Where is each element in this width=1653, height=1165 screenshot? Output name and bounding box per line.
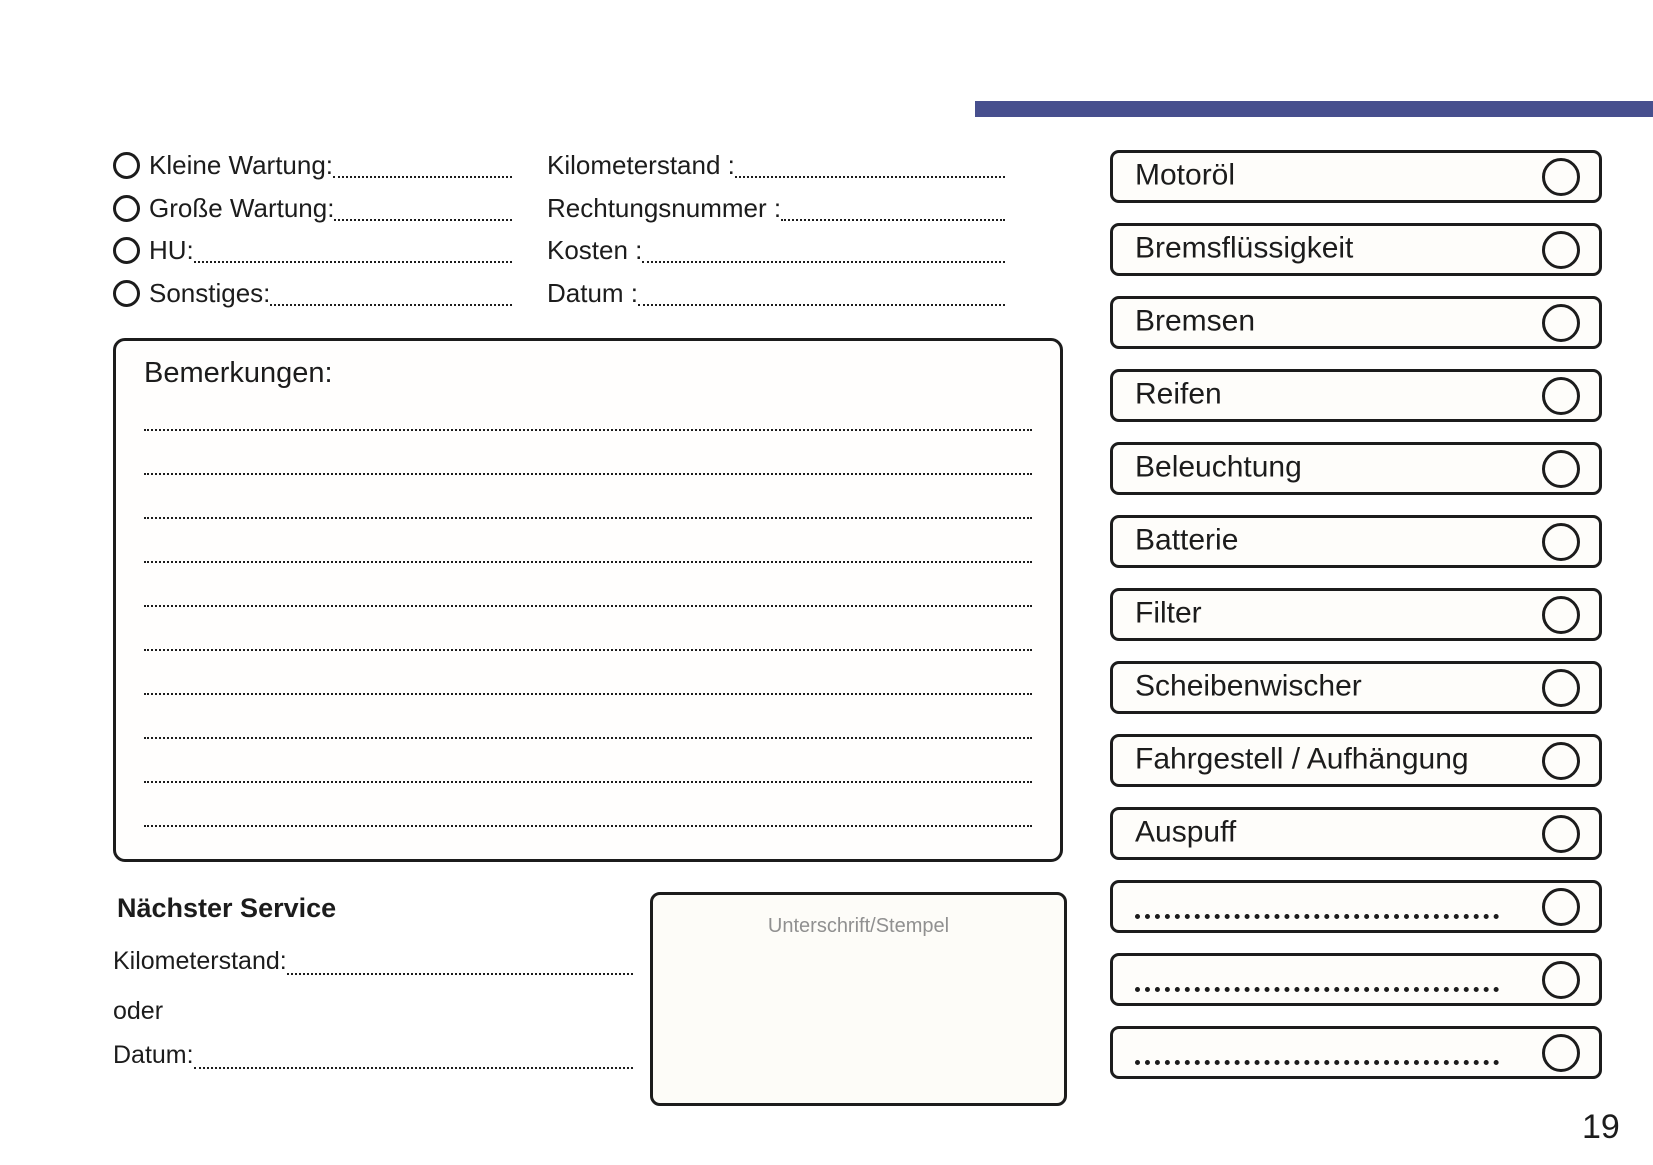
service-type-input-line[interactable] <box>334 219 512 221</box>
next-service-row <box>113 942 633 980</box>
service-type-label: HU: <box>149 235 194 265</box>
service-type-radio[interactable] <box>113 280 140 307</box>
page-number: 19 <box>1582 1108 1620 1146</box>
checklist-item <box>1110 807 1602 860</box>
service-type-input-line[interactable] <box>194 261 512 263</box>
remarks-writing-line[interactable] <box>144 605 1032 607</box>
checklist-item-label: Filter <box>1135 596 1202 630</box>
service-detail-input-line[interactable] <box>642 261 1005 263</box>
service-detail-row <box>547 147 1005 183</box>
checklist-item-radio[interactable] <box>1542 450 1580 488</box>
next-service-row <box>113 992 633 1030</box>
checklist-item-radio[interactable] <box>1542 961 1580 999</box>
checklist-item-radio[interactable] <box>1542 304 1580 342</box>
checklist-item <box>1110 150 1602 203</box>
next-service-input-line[interactable] <box>287 973 633 975</box>
service-type-radio[interactable] <box>113 195 140 222</box>
remarks-writing-line[interactable] <box>144 737 1032 739</box>
checklist-item-label: Reifen <box>1135 377 1222 411</box>
service-type-input-line[interactable] <box>333 176 512 178</box>
checklist-item-radio[interactable] <box>1542 596 1580 634</box>
checklist-item <box>1110 369 1602 422</box>
checklist-item-label: Beleuchtung <box>1135 450 1302 484</box>
next-service-title: Nächster Service <box>117 893 337 923</box>
checklist-item <box>1110 515 1602 568</box>
checklist-item <box>1110 661 1602 714</box>
service-detail-input-line[interactable] <box>781 219 1005 221</box>
service-type-label: Sonstiges: <box>149 278 271 308</box>
remarks-writing-line[interactable] <box>144 473 1032 475</box>
next-service-row <box>113 1036 633 1074</box>
service-detail-input-line[interactable] <box>638 304 1005 306</box>
service-detail-row <box>547 190 1005 226</box>
service-detail-label: Kosten : <box>547 235 643 265</box>
checklist-item-label: Scheibenwischer <box>1135 669 1362 703</box>
checklist-item-label: Batterie <box>1135 523 1239 557</box>
page-accent-bar <box>975 101 1653 117</box>
checklist-item-blank-line[interactable] <box>1135 1060 1499 1065</box>
signature-stamp-box[interactable] <box>650 892 1067 1106</box>
checklist-item-radio[interactable] <box>1542 815 1580 853</box>
service-type-label: Kleine Wartung: <box>149 150 334 180</box>
remarks-writing-line[interactable] <box>144 429 1032 431</box>
checklist-section <box>1110 150 1602 1090</box>
remarks-title: Bemerkungen: <box>144 357 333 389</box>
next-service-label: Datum: <box>113 1041 194 1069</box>
service-type-input-line[interactable] <box>270 304 512 306</box>
service-type-row <box>113 275 512 311</box>
checklist-item-radio[interactable] <box>1542 523 1580 561</box>
next-service-input-line[interactable] <box>194 1067 633 1069</box>
checklist-item <box>1110 1026 1602 1079</box>
remarks-writing-line[interactable] <box>144 561 1032 563</box>
checklist-item-radio[interactable] <box>1542 1034 1580 1072</box>
service-type-radio[interactable] <box>113 152 140 179</box>
checklist-item-blank-line[interactable] <box>1135 987 1499 992</box>
service-detail-row <box>547 232 1005 268</box>
service-detail-label: Kilometerstand : <box>547 150 735 180</box>
remarks-writing-line[interactable] <box>144 781 1032 783</box>
checklist-item <box>1110 953 1602 1006</box>
service-type-radio[interactable] <box>113 237 140 264</box>
checklist-item-label: Bremsen <box>1135 304 1256 338</box>
remarks-writing-line[interactable] <box>144 825 1032 827</box>
checklist-item <box>1110 296 1602 349</box>
next-service-label: oder <box>113 997 164 1025</box>
service-type-row <box>113 190 512 226</box>
service-detail-input-line[interactable] <box>735 176 1005 178</box>
service-type-row <box>113 232 512 268</box>
remarks-writing-line[interactable] <box>144 517 1032 519</box>
checklist-item-radio[interactable] <box>1542 158 1580 196</box>
checklist-item-radio[interactable] <box>1542 742 1580 780</box>
remarks-box[interactable] <box>113 338 1063 862</box>
service-detail-label: Datum : <box>547 278 639 308</box>
next-service-label: Kilometerstand: <box>113 947 287 975</box>
checklist-item-label: Bremsflüssigkeit <box>1135 231 1354 265</box>
checklist-item-radio[interactable] <box>1542 377 1580 415</box>
remarks-writing-line[interactable] <box>144 693 1032 695</box>
service-type-row <box>113 147 512 183</box>
checklist-item-radio[interactable] <box>1542 888 1580 926</box>
checklist-item-blank-line[interactable] <box>1135 914 1499 919</box>
checklist-item-label: Auspuff <box>1135 815 1237 849</box>
checklist-item <box>1110 588 1602 641</box>
checklist-item-label: Motoröl <box>1135 158 1236 192</box>
checklist-item-label: Fahrgestell / Aufhängung <box>1135 742 1469 776</box>
checklist-item <box>1110 442 1602 495</box>
remarks-writing-line[interactable] <box>144 649 1032 651</box>
checklist-item-radio[interactable] <box>1542 231 1580 269</box>
checklist-item <box>1110 734 1602 787</box>
checklist-item <box>1110 223 1602 276</box>
service-detail-row <box>547 275 1005 311</box>
checklist-item <box>1110 880 1602 933</box>
service-type-label: Große Wartung: <box>149 193 335 223</box>
service-detail-label: Rechtungsnummer : <box>547 193 782 223</box>
signature-stamp-label: Unterschrift/Stempel <box>767 915 950 937</box>
checklist-item-radio[interactable] <box>1542 669 1580 707</box>
